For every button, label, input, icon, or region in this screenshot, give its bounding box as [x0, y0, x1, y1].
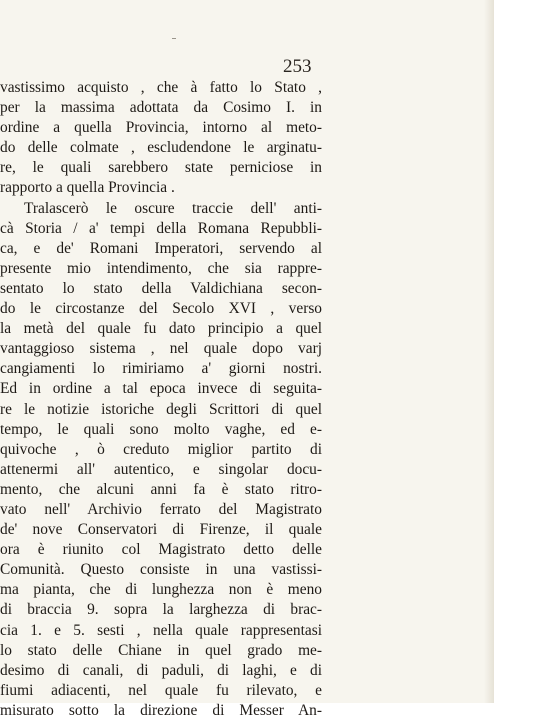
text-line: la metà del quale fu dato principio a quel	[0, 320, 322, 338]
text-line: lo stato delle Chiane in quel grado me-	[0, 641, 322, 659]
page-margin-background	[494, 0, 538, 703]
page-number: 253	[283, 56, 312, 77]
body-text	[0, 78, 322, 721]
text-line: di braccia 9. sopra la larghezza di brac-	[0, 601, 322, 619]
text-line: Comunità. Questo consiste in una vastissi-	[0, 561, 322, 579]
text-line: Ed in ordine a tal epoca invece di seguita-	[0, 380, 322, 398]
text-line: Tralascerò le oscure traccie dell' anti-	[24, 199, 322, 217]
text-line: de' nove Conservatori di Firenze, il quale	[0, 521, 322, 539]
page-edge-shadow	[484, 0, 494, 703]
text-line: cà Storia / a' tempi della Romana Repubbli-	[0, 219, 322, 237]
text-line: attenermi all' autentico, e singolar docu-	[0, 460, 322, 478]
text-line: sentato lo stato della Valdichiana secon-	[0, 279, 322, 297]
text-line: re le notizie istoriche degli Scrittori di quel	[0, 400, 322, 418]
text-line: cia 1. e 5. sesti , nella quale rappresentasi	[0, 621, 322, 639]
text-line: ca, e de' Romani Imperatori, servendo al	[0, 239, 322, 257]
text-line: ordine a quella Provincia, intorno al meto-	[0, 119, 322, 137]
text-line: do le circostanze del Secolo XVI , verso	[0, 300, 322, 318]
text-line: vantaggioso sistema , nel quale dopo varj	[0, 340, 322, 358]
text-line: rapporto a quella Provincia .	[0, 179, 175, 197]
text-line: do delle colmate , escludendone le arginatu-	[0, 139, 322, 157]
text-line: ma pianta, che di lunghezza non è meno	[0, 581, 322, 599]
text-line: per la massima adottata da Cosimo I. in	[0, 99, 322, 117]
text-line: vastissimo acquisto , che à fatto lo Stato ,	[0, 79, 322, 96]
text-line: tempo, le quali sono molto vaghe, ed e-	[0, 420, 322, 438]
text-line: mento, che alcuni anni fa è stato ritro-	[0, 480, 322, 498]
text-line: fiumi adiacenti, nel quale fu rilevato, e	[0, 681, 322, 699]
text-line: desimo di canali, di paduli, di laghi, e di	[0, 661, 322, 679]
text-line: vato nell' Archivio ferrato del Magistrato	[0, 500, 322, 518]
text-line: misurato sotto la direzione di Messer An-	[0, 701, 322, 719]
text-line: quivoche , ò creduto miglior partito di	[0, 440, 322, 458]
ink-speck	[172, 38, 176, 39]
text-line: re, le quali sarebbero state perniciose in	[0, 159, 322, 177]
text-line: ora è riunito col Magistrato detto delle	[0, 541, 322, 559]
text-line: cangiamenti lo rimiriamo a' giorni nostri.	[0, 360, 322, 378]
text-line: presente mio intendimento, che sia rappre-	[0, 259, 322, 277]
